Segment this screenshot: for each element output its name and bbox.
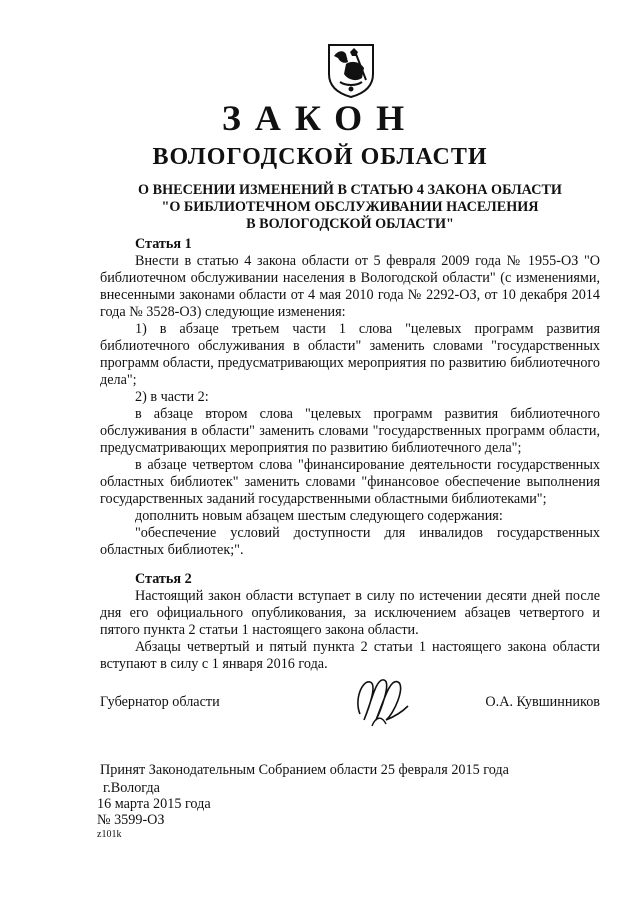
subject-line: В ВОЛОГОДСКОЙ ОБЛАСТИ" (246, 216, 454, 232)
article-1-item-2c: дополнить новым абзацем шестым следующего содержания: (135, 508, 503, 524)
subject-line: "О БИБЛИОТЕЧНОМ ОБСЛУЖИВАНИИ НАСЕЛЕНИЯ (161, 199, 539, 215)
document-code: z101k (97, 829, 122, 840)
subject-line: О ВНЕСЕНИИ ИЗМЕНЕНИЙ В СТАТЬЮ 4 ЗАКОНА ОБЛАСТИ (138, 182, 562, 198)
article-1-intro: Внести в статью 4 закона области от 5 февраля 2009 года № 1955-ОЗ "О библиотечном обслуживании населения в Вологодской области" (с изменениями, внесенными законами области от 4 мая 2010 года № 2292-ОЗ, от 10 декабря 2014 года № 3528-ОЗ) следующие изменения: (100, 253, 600, 320)
article-2-para-2: Абзацы четвертый и пятый пункта 2 статьи 1 настоящего закона области вступают в силу с 1 января 2016 года. (100, 639, 600, 672)
article-1-item-2a: в абзаце втором слова "целевых программ развития библиотечного обслуживания в области" заменить словами "государственных программ области, предусматривающих мероприятия по развитию библиотечного дела"; (100, 406, 600, 456)
signatory-position: Губернатор области (100, 694, 220, 710)
page-title: ЗАКОН (221, 98, 419, 138)
article-1-item-2b: в абзаце четвертом слова "финансирование деятельности государственных областных библиотек" заменить словами "финансовое обеспечение выполнения государственных заданий государственными областными библиотеками"; (100, 457, 600, 507)
adoption-note: Принят Законодательным Собранием области 25 февраля 2015 года (100, 762, 509, 778)
law-number: № 3599-ОЗ (97, 812, 165, 828)
article-2-heading: Статья 2 (135, 571, 192, 587)
article-2-para-1: Настоящий закон области вступает в силу по истечении десяти дней после дня его официального опубликования, за исключением абзацев четвертого и пятого пункта 2 статьи 1 настоящего закона области. (100, 588, 600, 638)
region-name: ВОЛОГОДСКОЙ ОБЛАСТИ (152, 144, 488, 170)
law-subject (100, 182, 600, 233)
place: г.Вологда (103, 780, 160, 796)
signing-date: 16 марта 2015 года (97, 796, 211, 812)
article-1-heading: Статья 1 (135, 236, 192, 252)
signatory-name: О.А. Кувшинников (485, 694, 600, 710)
law-body (100, 236, 600, 673)
coat-of-arms-icon (326, 42, 376, 98)
article-1-item-2d: "обеспечение условий доступности для инвалидов государственных областных библиотек;". (100, 525, 600, 558)
article-1-item-1: 1) в абзаце третьем части 1 слова "целевых программ развития библиотечного обслуживания в области" заменить словами "государственных программ области, предусматривающих мероприятия по развитию библиотечного дела"; (100, 321, 600, 388)
article-1-item-2: 2) в части 2: (135, 389, 209, 405)
handwritten-signature-icon (352, 670, 410, 730)
